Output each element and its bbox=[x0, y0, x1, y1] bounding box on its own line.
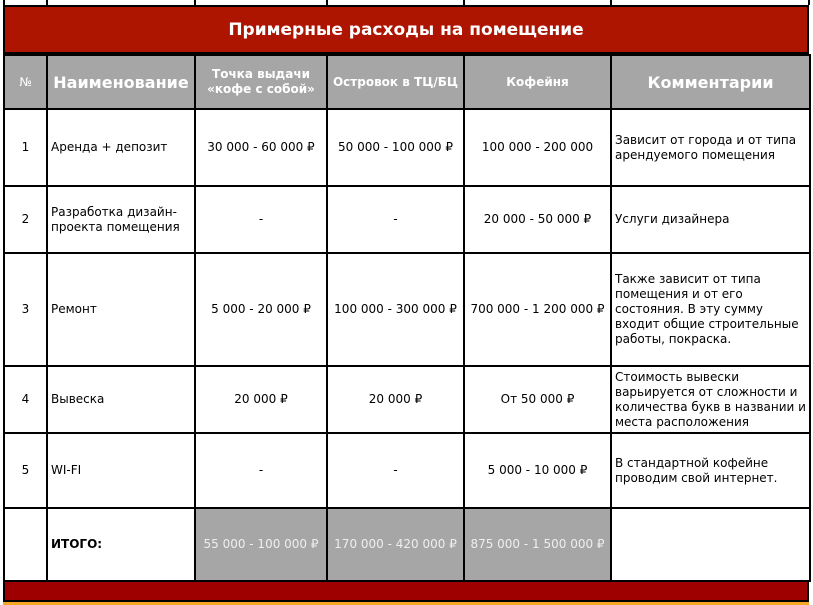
table-row bbox=[4, 366, 810, 433]
total-cafe: 875 000 - 1 500 000 ₽ bbox=[464, 508, 611, 581]
previous-row-stub bbox=[3, 0, 809, 5]
row-number: 5 bbox=[4, 433, 47, 508]
table-title: Примерные расходы на помещение bbox=[3, 5, 809, 54]
total-point: 55 000 - 100 000 ₽ bbox=[195, 508, 327, 581]
row-name: Ремонт bbox=[47, 253, 195, 366]
row-number: 2 bbox=[4, 186, 47, 253]
header-comments: Комментарии bbox=[611, 55, 810, 109]
total-comment bbox=[611, 508, 810, 581]
row-island: 20 000 ₽ bbox=[327, 366, 464, 433]
row-cafe: 100 000 - 200 000 bbox=[464, 109, 611, 186]
row-comment: Зависит от города и от типа арендуемого помещения bbox=[611, 109, 810, 186]
row-cafe: От 50 000 ₽ bbox=[464, 366, 611, 433]
row-number: 1 bbox=[4, 109, 47, 186]
row-cafe: 20 000 - 50 000 ₽ bbox=[464, 186, 611, 253]
expenses-table bbox=[3, 54, 811, 582]
row-point: 30 000 - 60 000 ₽ bbox=[195, 109, 327, 186]
header-island: Островок в ТЦ/БЦ bbox=[327, 55, 464, 109]
total-row bbox=[4, 508, 810, 581]
row-name: Аренда + депозит bbox=[47, 109, 195, 186]
row-name: WI-FI bbox=[47, 433, 195, 508]
row-name: Вывеска bbox=[47, 366, 195, 433]
row-island: 50 000 - 100 000 ₽ bbox=[327, 109, 464, 186]
total-number bbox=[4, 508, 47, 581]
row-point: 5 000 - 20 000 ₽ bbox=[195, 253, 327, 366]
table-row bbox=[4, 253, 810, 366]
table-row bbox=[4, 433, 810, 508]
total-island: 170 000 - 420 000 ₽ bbox=[327, 508, 464, 581]
row-comment: Также зависит от типа помещения и от его состояния. В эту сумму входит общие строительные работы, покраска. bbox=[611, 253, 810, 366]
total-label: ИТОГО: bbox=[47, 508, 195, 581]
row-point: - bbox=[195, 433, 327, 508]
row-island: 100 000 - 300 000 ₽ bbox=[327, 253, 464, 366]
row-island: - bbox=[327, 433, 464, 508]
expenses-sheet bbox=[3, 0, 809, 605]
footer-bar bbox=[3, 582, 809, 602]
table-row bbox=[4, 186, 810, 253]
header-row bbox=[4, 55, 810, 109]
row-comment: Стоимость вывески варьируется от сложности и количества букв в названии и места расположения bbox=[611, 366, 810, 433]
row-island: - bbox=[327, 186, 464, 253]
header-number: № bbox=[4, 55, 47, 109]
row-number: 3 bbox=[4, 253, 47, 366]
row-cafe: 700 000 - 1 200 000 ₽ bbox=[464, 253, 611, 366]
row-cafe: 5 000 - 10 000 ₽ bbox=[464, 433, 611, 508]
header-cafe: Кофейня bbox=[464, 55, 611, 109]
row-name: Разработка дизайн-проекта помещения bbox=[47, 186, 195, 253]
row-comment: В стандартной кофейне проводим свой интернет. bbox=[611, 433, 810, 508]
header-name: Наименование bbox=[47, 55, 195, 109]
table-row bbox=[4, 109, 810, 186]
row-comment: Услуги дизайнера bbox=[611, 186, 810, 253]
row-point: - bbox=[195, 186, 327, 253]
row-number: 4 bbox=[4, 366, 47, 433]
header-point: Точка выдачи «кофе с собой» bbox=[195, 55, 327, 109]
row-point: 20 000 ₽ bbox=[195, 366, 327, 433]
